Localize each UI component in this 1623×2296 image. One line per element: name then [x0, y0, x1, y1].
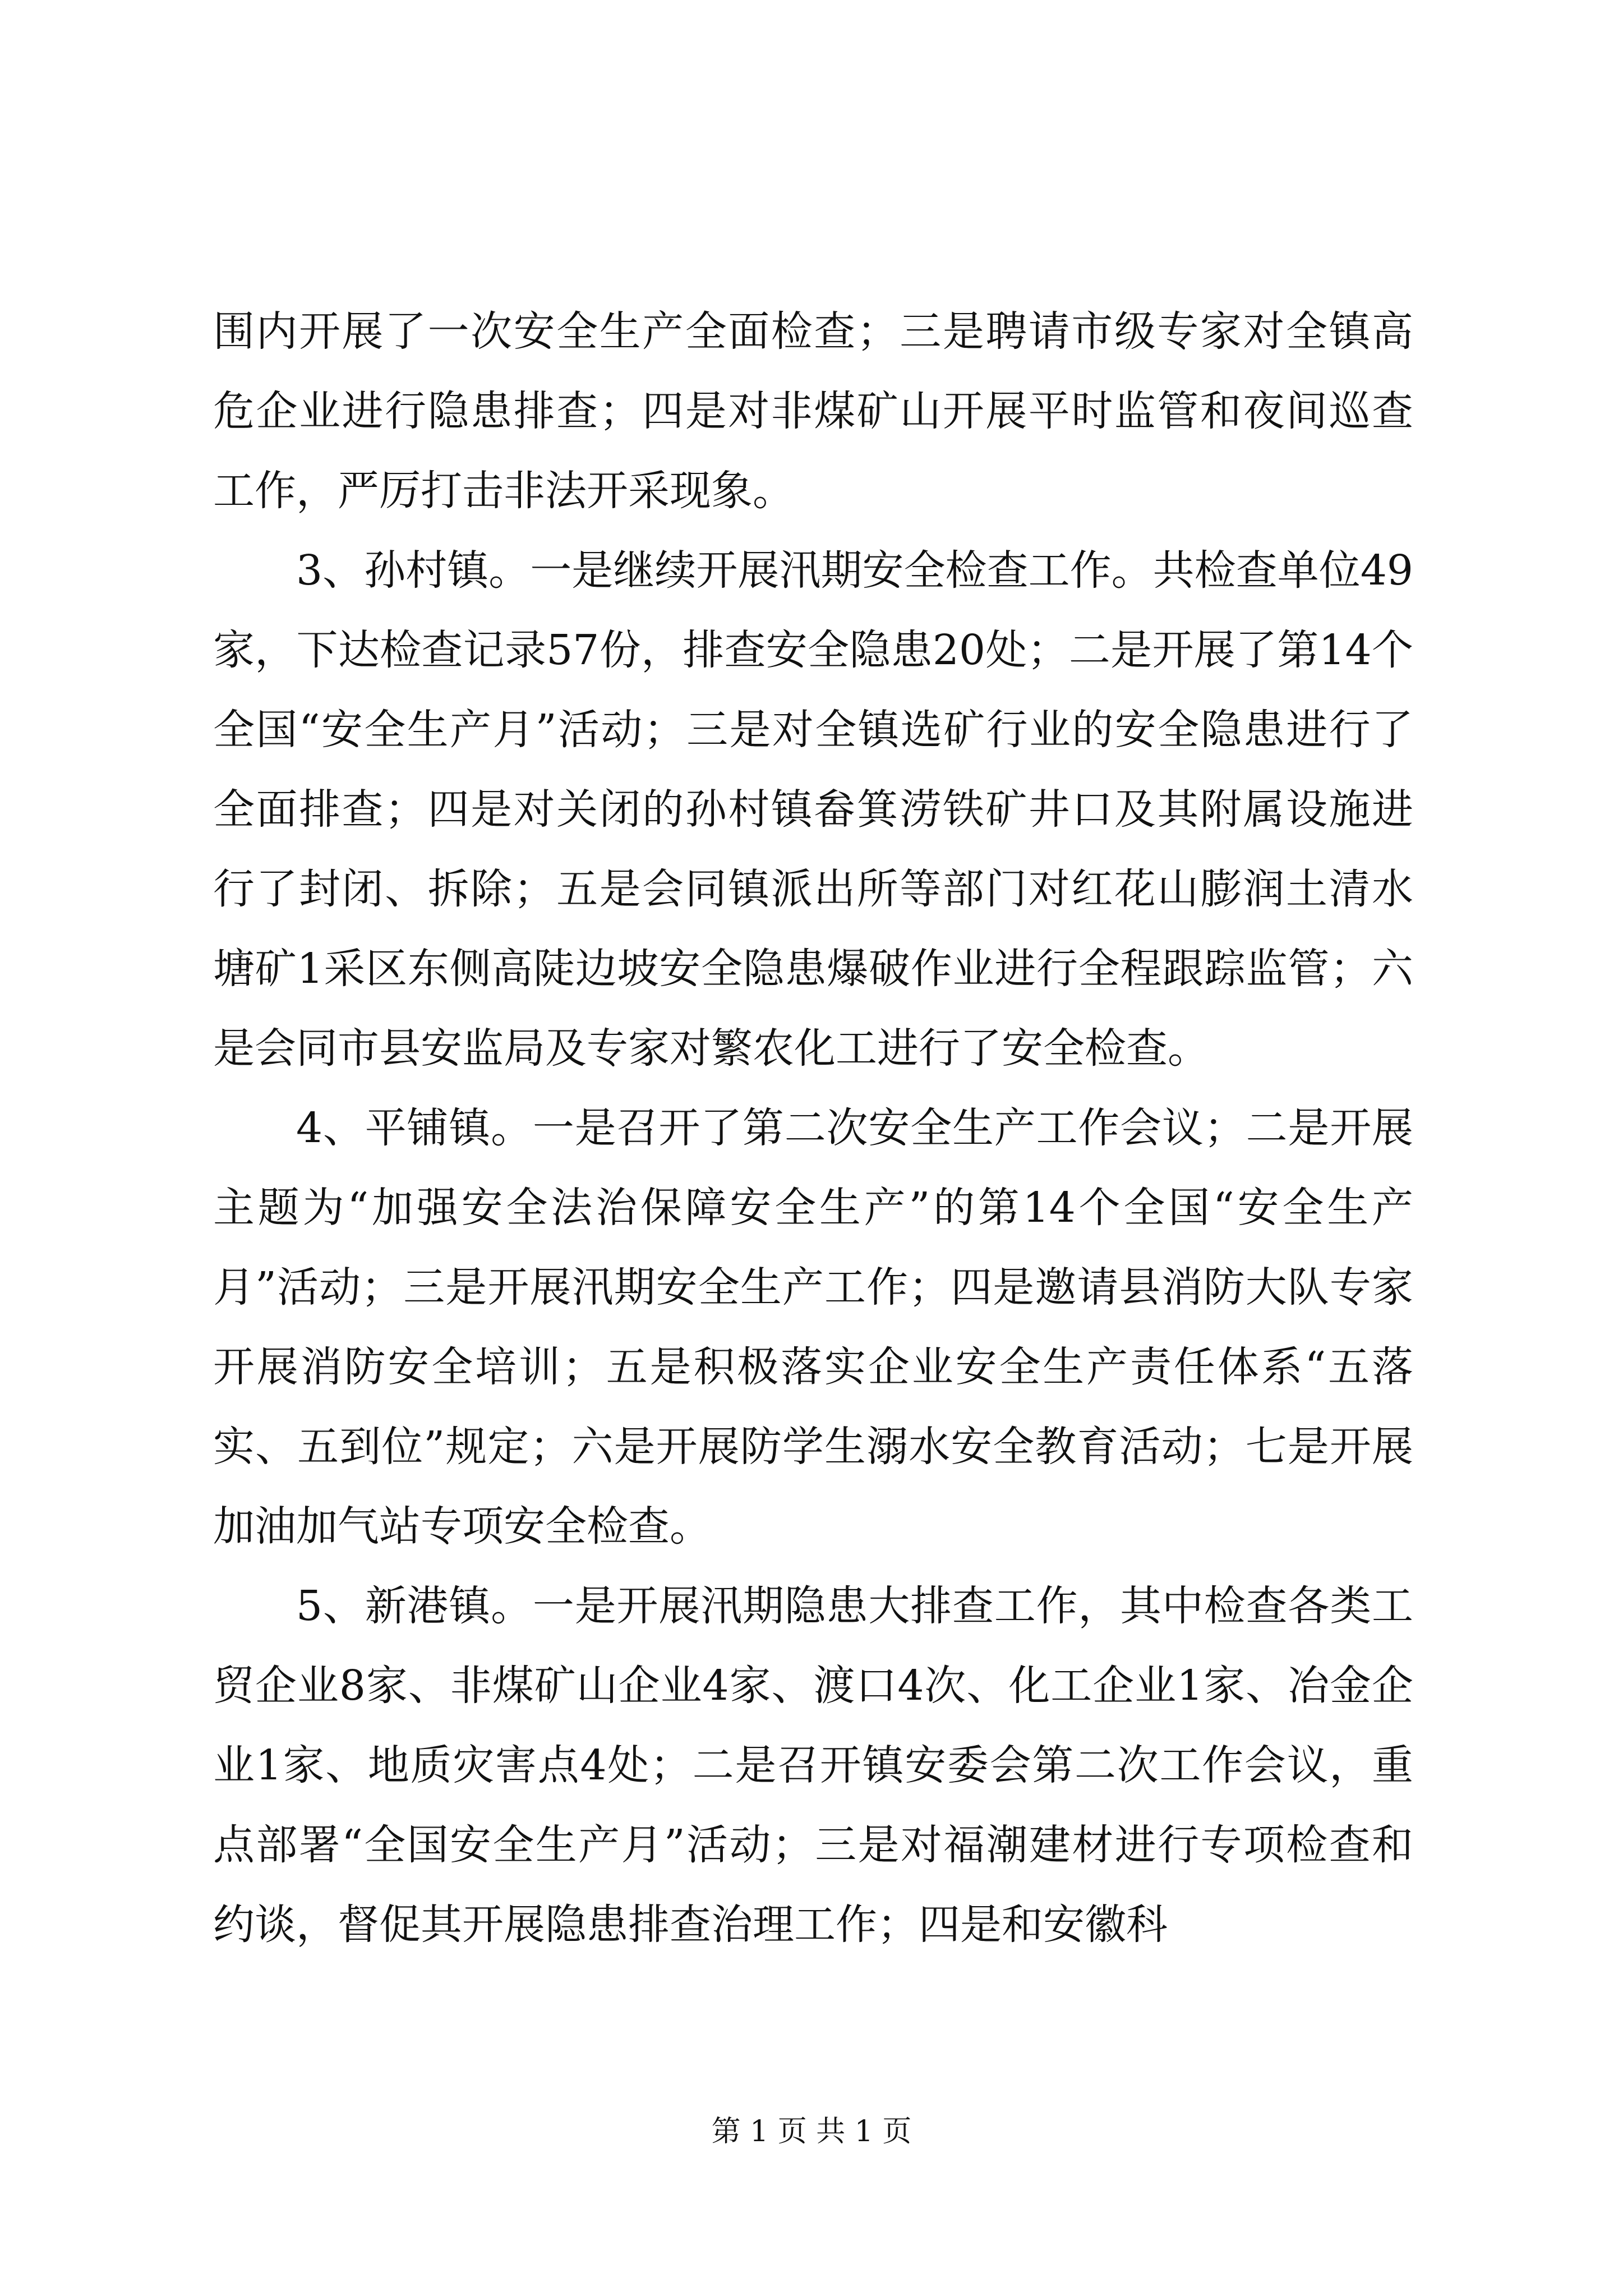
paragraph-3: 4、平铺镇。一是召开了第二次安全生产工作会议；二是开展主题为“加强安全法治保障安全生产”的第14个全国“安全生产月”活动；三是开展汛期安全生产工作；四是邀请县消防大队专家开展消防安全培训；五是积极落实企业安全生产责任体系“五落实、五到位”规定；六是开展防学生溺水安全教育活动；七是开展加油加气站专项安全检查。 — [213, 1104, 1413, 1550]
paragraph-4: 5、新港镇。一是开展汛期隐患大排查工作，其中检查各类工贸企业8家、非煤矿山企业4家、渡口4次、化工企业1家、冶金企业1家、地质灾害点4处；二是召开镇安委会第二次工作会议，重点部署“全国安全生产月”活动；三是对福潮建材进行专项检查和约谈，督促其开展隐患排查治理工作；四是和安徽科 — [213, 1582, 1413, 1949]
paragraph-1: 围内开展了一次安全生产全面检查；三是聘请市级专家对全镇高危企业进行隐患排查；四是对非煤矿山开展平时监管和夜间巡查工作，严厉打击非法开采现象。 — [213, 307, 1413, 515]
page-footer: 第 1 页 共 1 页 — [711, 2115, 912, 2148]
document-body — [213, 292, 1413, 1964]
paragraph-2: 3、孙村镇。一是继续开展汛期安全检查工作。共检查单位49家，下达检查记录57份，排查安全隐患20处；二是开展了第14个全国“安全生产月”活动；三是对全镇选矿行业的安全隐患进行了全面排查；四是对关闭的孙村镇畚箕涝铁矿井口及其附属设施进行了封闭、拆除；五是会同镇派出所等部门对红花山膨润土清水塘矿1采区东侧高陡边坡安全隐患爆破作业进行全程跟踪监管；六是会同市县安监局及专家对繁农化工进行了安全检查。 — [213, 546, 1413, 1073]
